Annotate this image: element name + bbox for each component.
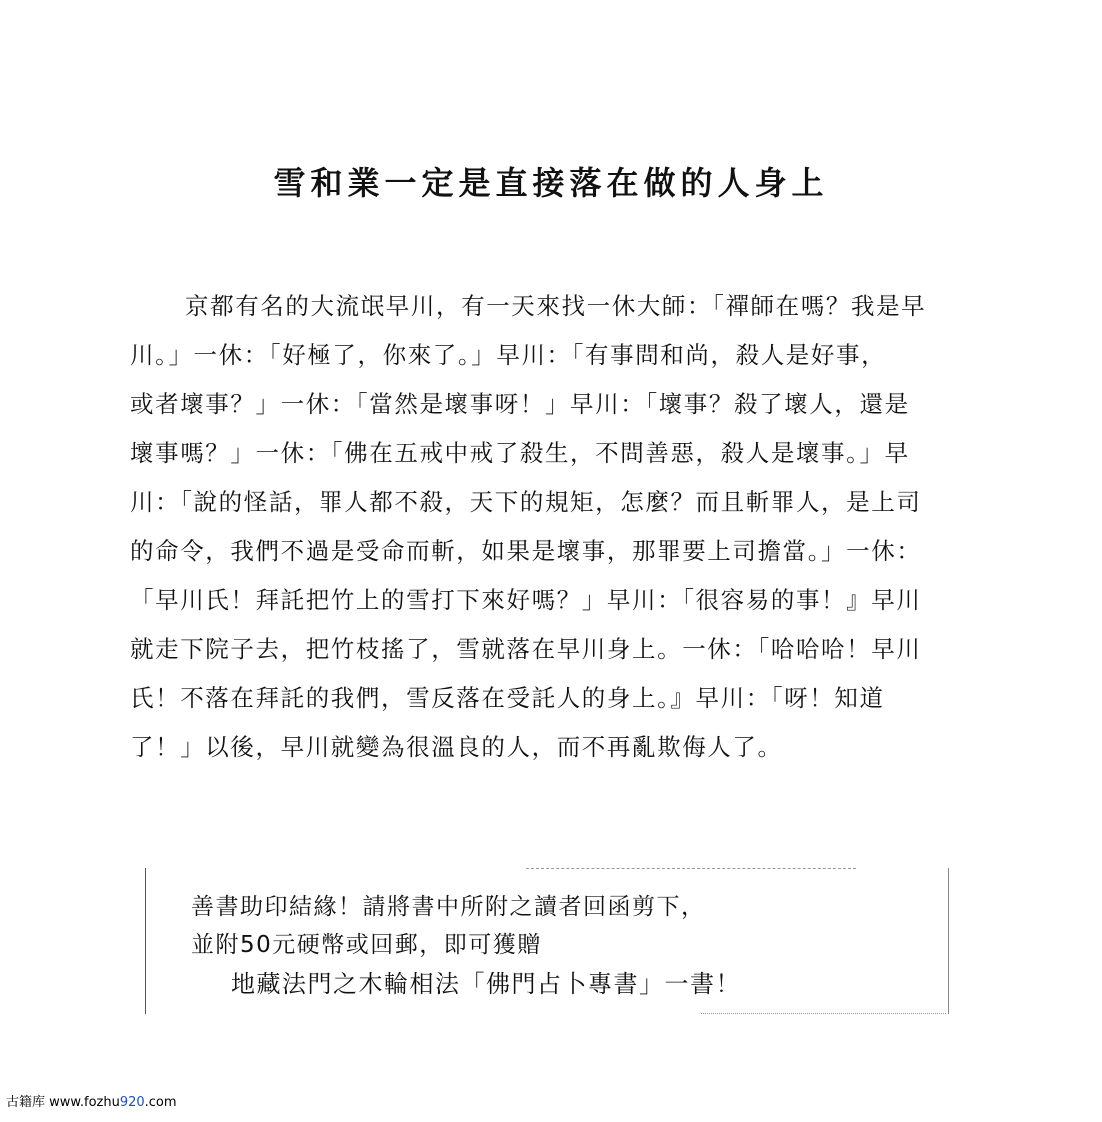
notice-line-1: 善書助印結緣！請將書中所附之讀者回函剪下， [191,894,706,920]
footer-watermark [6,1094,177,1112]
body-line: 就走下院子去，把竹枝搖了，雪就落在早川身上。一休：「哈哈哈！早川 [130,635,922,663]
body-line: 的命令，我們不過是受命而斬，如果是壞事，那罪要上司擔當。」一休： [130,537,922,565]
article-body [130,282,990,772]
body-line: 「早川氏！拜託把竹上的雪打下來好嗎？」早川：「很容易的事！』早川 [130,586,922,614]
notice-line-2: 並附50元硬幣或回郵，即可獲贈 [191,932,542,958]
body-line: 壞事嗎？」一休：「佛在五戒中戒了殺生，不問善惡，殺人是壞事。」早 [130,439,910,467]
footer-url[interactable] [49,1095,176,1110]
footer-site-name: 古籍库 [6,1095,46,1110]
body-line: 川。」一休：「好極了，你來了。」早川：「有事問和尚，殺人是好事， [130,341,887,369]
body-line: 了！」以後，早川就變為很溫良的人，而不再亂欺侮人了。 [130,733,783,761]
page-title: 雪和業一定是直接落在做的人身上 [273,164,829,202]
notice-box [145,868,949,1014]
footer-url-number: 920 [119,1095,145,1110]
notice-bottom-rule [701,1013,946,1014]
footer-url-suffix: .com [144,1095,177,1110]
body-line: 川：「說的怪話，罪人都不殺，天下的規矩，怎麼？而且斬罪人，是上司 [130,488,922,516]
notice-top-rule [526,868,856,869]
footer-url-prefix: www.fozhu [49,1095,120,1110]
body-line: 或者壞事？」一休：「當然是壞事呀！」早川：「壞事？殺了壞人，還是 [130,390,910,418]
body-line: 氏！不落在拜託的我們，雪反落在受託人的身上。』早川：「呀！知道 [130,684,885,712]
notice-line-3: 地藏法門之木輪相法「佛門占卜專書」一書！ [231,970,741,998]
body-line: 京都有名的大流氓早川，有一天來找一休大師：「禪師在嗎？我是早 [185,292,927,320]
